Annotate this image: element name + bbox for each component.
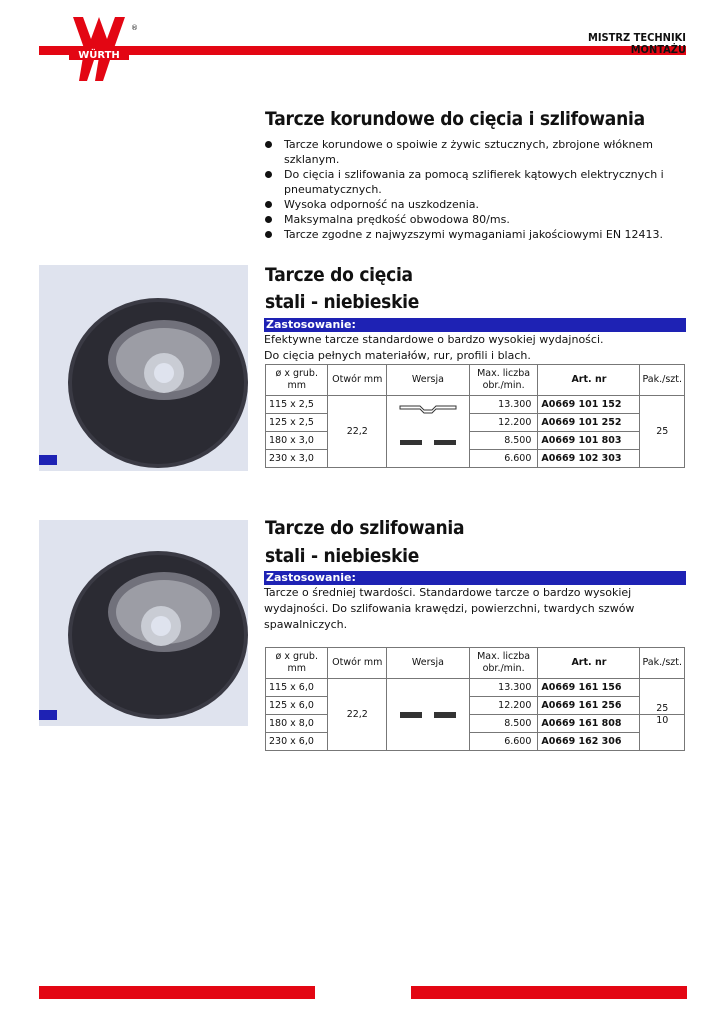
speed-cell: 6.600 [469,450,538,468]
col-speed-header: Max. liczba obr./min. [469,648,538,679]
section1-description [264,332,684,364]
pack-cell: 25 [640,679,685,715]
bore-cell: 22,2 [328,396,387,468]
art-number-cell: A0669 101 803 [538,432,640,450]
size-cell: 125 x 6,0 [266,697,328,715]
version-cell [387,396,470,468]
bullet-item: Wysoka odporność na uszkodzenia. [263,197,683,212]
wurth-logo-icon [69,17,129,89]
section2-desc-line2: wydajności. Do szlifowania krawędzi, powierzchni, twardych szwów [264,602,635,615]
table-row [266,396,685,414]
art-number-cell: A0669 101 252 [538,414,640,432]
section2-description [264,585,684,633]
art-number-cell: A0669 102 303 [538,450,640,468]
disc-profile-icon [398,396,458,456]
col-bore-header: Otwór mm [328,648,387,679]
registered-mark: ® [131,24,138,32]
section2-title-line2: stali - niebieskie [265,545,420,567]
section2-title-line1: Tarcze do szlifowania [265,517,465,539]
col-version-header: Wersja [387,648,470,679]
section1-title-line2: stali - niebieskie [265,291,420,313]
section1-desc-line2: Do cięcia pełnych materiałów, rur, profili i blach. [264,349,531,362]
col-version-header: Wersja [387,365,470,396]
art-number-cell: A0669 161 156 [538,679,640,697]
col-bore-header: Otwór mm [328,365,387,396]
svg-text:WÜRTH: WÜRTH [78,50,120,61]
pack-cell: 10 [640,715,685,751]
size-cell: 180 x 8,0 [266,715,328,733]
bullet-item: Maksymalna prędkość obwodowa 80/ms. [263,212,683,227]
disc-profile-icon [398,703,458,723]
table-header-row [266,648,685,679]
section1-usage-label: Zastosowanie: [264,318,686,332]
header-slogan [588,32,686,56]
intro-title: Tarcze korundowe do cięcia i szlifowania [265,108,645,130]
art-number-cell: A0669 161 256 [538,697,640,715]
bullet-item: Tarcze korundowe o spoiwie z żywic sztucznych, zbrojone włóknem szklanym. [263,137,683,167]
speed-cell: 8.500 [469,432,538,450]
section2-desc-line3: spawalniczych. [264,618,348,631]
art-number-cell: A0669 161 808 [538,715,640,733]
size-cell: 180 x 3,0 [266,432,328,450]
section1-title-line1: Tarcze do cięcia [265,264,413,286]
col-art-header: Art. nr [538,648,640,679]
header-line2: MONTAŻU [630,43,686,56]
size-cell: 115 x 2,5 [266,396,328,414]
header-line1: MISTRZ TECHNIKI [587,31,686,44]
speed-cell: 13.300 [469,396,538,414]
speed-cell: 8.500 [469,715,538,733]
bore-cell: 22,2 [328,679,387,751]
speed-cell: 12.200 [469,414,538,432]
col-pack-header: Pak./szt. [640,648,685,679]
bullet-item: Do cięcia i szlifowania za pomocą szlifierek kątowych elektrycznych i pneumatycznych. [263,167,683,197]
footer-red-bar-right [411,986,687,999]
speed-cell: 6.600 [469,733,538,751]
col-size-header: ø x grub. mm [266,365,328,396]
size-cell: 115 x 6,0 [266,679,328,697]
footer-red-bar-left [39,986,315,999]
art-number-cell: A0669 162 306 [538,733,640,751]
section2-desc-line1: Tarcze o średniej twardości. Standardowe tarcze o bardzo wysokiej [264,586,632,599]
bullet-item: Tarcze zgodne z najwyzszymi wymaganiami jakościowymi EN 12413. [263,227,683,242]
table-row [266,679,685,697]
table-header-row [266,365,685,396]
col-size-header: ø x grub. mm [266,648,328,679]
grinding-disc-photo [39,520,248,726]
speed-cell: 13.300 [469,679,538,697]
section1-desc-line1: Efektywne tarcze standardowe o bardzo wysokiej wydajności. [264,333,604,346]
col-speed-header: Max. liczba obr./min. [469,365,538,396]
cutting-disc-photo [39,265,248,471]
section2-spec-table [265,647,685,751]
art-number-cell: A0669 101 152 [538,396,640,414]
section1-spec-table [265,364,685,468]
intro-bullets [263,137,683,242]
speed-cell: 12.200 [469,697,538,715]
col-pack-header: Pak./szt. [640,365,685,396]
section2-usage-label: Zastosowanie: [264,571,686,585]
col-art-header: Art. nr [538,365,640,396]
pack-cell: 25 [640,396,685,468]
version-cell [387,679,470,751]
size-cell: 125 x 2,5 [266,414,328,432]
size-cell: 230 x 3,0 [266,450,328,468]
size-cell: 230 x 6,0 [266,733,328,751]
